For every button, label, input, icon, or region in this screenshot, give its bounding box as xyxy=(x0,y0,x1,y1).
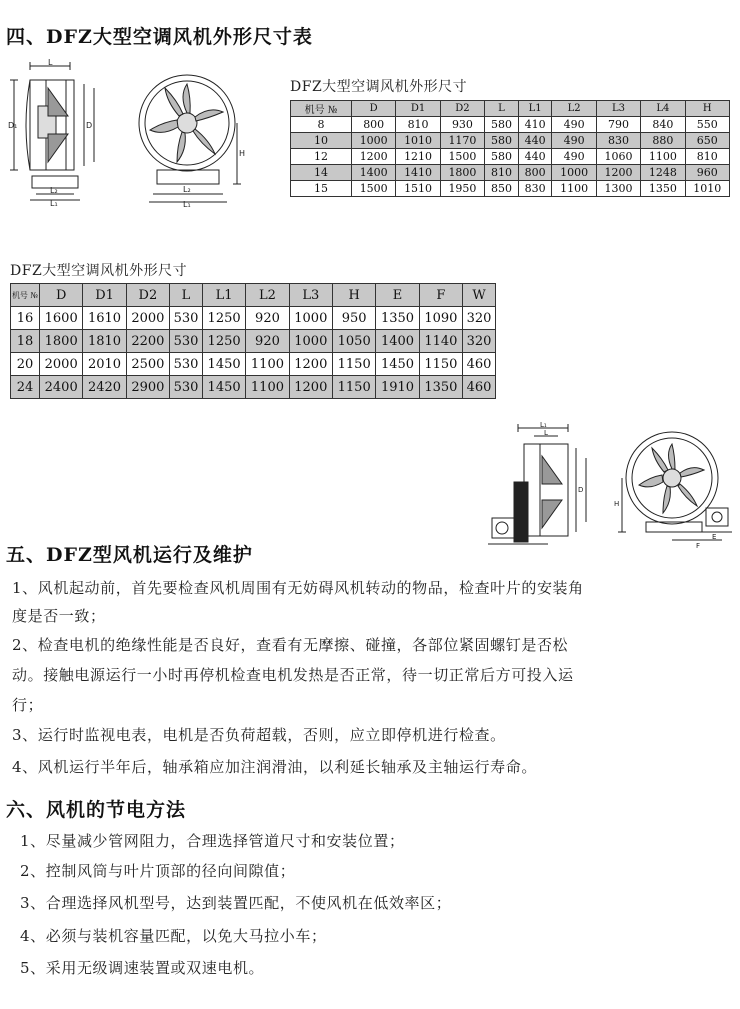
table-cell: 950 xyxy=(333,307,376,330)
table-cell: 580 xyxy=(485,133,519,149)
table-cell: 2400 xyxy=(40,376,83,399)
table-cell: 1060 xyxy=(596,149,640,165)
table-cell: 1200 xyxy=(352,149,396,165)
column-header: E xyxy=(376,284,419,307)
table-cell: 440 xyxy=(518,149,552,165)
table-cell: 1010 xyxy=(685,181,729,197)
column-header: L3 xyxy=(289,284,332,307)
table-cell: 1810 xyxy=(83,330,126,353)
table-cell: 580 xyxy=(485,149,519,165)
dim-label-L1: L₁ xyxy=(540,421,547,429)
column-header: L xyxy=(170,284,203,307)
section5-line-1: 1、风机起动前，首先要检查风机周围有无妨碍风机转动的物品，检查叶片的安装角 xyxy=(12,579,584,597)
table-cell: 460 xyxy=(463,376,496,399)
section5-line-7: 4、风机运行半年后，轴承箱应加注润滑油，以利延长轴承及主轴运行寿命。 xyxy=(12,758,537,776)
table-cell: 1100 xyxy=(246,353,289,376)
dim-label-D: D xyxy=(86,121,93,130)
table-cell: 1500 xyxy=(440,149,484,165)
table-cell: 1450 xyxy=(202,376,245,399)
table-cell: 8 xyxy=(291,117,352,133)
table-cell: 2000 xyxy=(126,307,169,330)
dim-label-L1: L₁ xyxy=(50,199,58,208)
table-cell: 1100 xyxy=(246,376,289,399)
table-cell: 20 xyxy=(11,353,40,376)
table-cell: 1150 xyxy=(333,376,376,399)
table-cell: 1150 xyxy=(419,353,462,376)
table-cell: 12 xyxy=(291,149,352,165)
dim-label-D1: D₁ xyxy=(8,121,18,130)
dimension-table-1 xyxy=(290,100,730,197)
table-cell: 2200 xyxy=(126,330,169,353)
section5-heading: 五、DFZ型风机运行及维护 xyxy=(6,544,253,566)
table-cell: 24 xyxy=(11,376,40,399)
table-row xyxy=(11,307,496,330)
table-cell: 2010 xyxy=(83,353,126,376)
table-cell: 1000 xyxy=(289,330,332,353)
table-row xyxy=(291,117,730,133)
column-header: 机号 № xyxy=(11,284,40,307)
table-cell: 1400 xyxy=(352,165,396,181)
dim-label-L: L xyxy=(544,429,548,437)
table-cell: 1090 xyxy=(419,307,462,330)
table-cell: 1410 xyxy=(396,165,440,181)
fan-front-view-drawing-1 xyxy=(135,58,250,208)
table-row xyxy=(291,165,730,181)
column-header: L4 xyxy=(641,101,685,117)
table-cell: 410 xyxy=(518,117,552,133)
table-cell: 960 xyxy=(685,165,729,181)
column-header: L1 xyxy=(202,284,245,307)
table-cell: 2900 xyxy=(126,376,169,399)
table-cell: 1610 xyxy=(83,307,126,330)
table-cell: 1140 xyxy=(419,330,462,353)
table-cell: 650 xyxy=(685,133,729,149)
fan-side-view-drawing-1 xyxy=(8,58,118,208)
column-header: L2 xyxy=(552,101,596,117)
table-cell: 1200 xyxy=(289,353,332,376)
dimension-table-2 xyxy=(10,283,496,399)
table-cell: 1250 xyxy=(202,330,245,353)
section6-line-2: 2、控制风筒与叶片顶部的径向间隙值； xyxy=(20,862,296,880)
table-cell: 2420 xyxy=(83,376,126,399)
table-cell: 800 xyxy=(352,117,396,133)
column-header: D2 xyxy=(440,101,484,117)
table-cell: 530 xyxy=(170,307,203,330)
table-cell: 1800 xyxy=(440,165,484,181)
table-cell: 880 xyxy=(641,133,685,149)
table2-caption: DFZ大型空调风机外形尺寸 xyxy=(10,263,188,279)
table-cell: 1200 xyxy=(289,376,332,399)
table-cell: 320 xyxy=(463,307,496,330)
dim-label-F: F xyxy=(696,542,701,550)
table-cell: 580 xyxy=(485,117,519,133)
table-cell: 490 xyxy=(552,149,596,165)
table-cell: 830 xyxy=(596,133,640,149)
table-cell: 18 xyxy=(11,330,40,353)
table-cell: 490 xyxy=(552,117,596,133)
table-cell: 530 xyxy=(170,330,203,353)
fan-side-view-drawing-2 xyxy=(488,418,608,553)
table-cell: 850 xyxy=(485,181,519,197)
column-header: H xyxy=(685,101,729,117)
table-cell: 460 xyxy=(463,353,496,376)
table-row xyxy=(291,133,730,149)
dim-label-H: H xyxy=(614,500,620,508)
table-cell: 1800 xyxy=(40,330,83,353)
table-cell: 530 xyxy=(170,353,203,376)
table-cell: 810 xyxy=(485,165,519,181)
table-cell: 14 xyxy=(291,165,352,181)
column-header: D xyxy=(40,284,83,307)
table-cell: 1450 xyxy=(376,353,419,376)
table-cell: 1000 xyxy=(289,307,332,330)
table-cell: 1250 xyxy=(202,307,245,330)
column-header: D xyxy=(352,101,396,117)
table-cell: 1350 xyxy=(419,376,462,399)
column-header: 机号 № xyxy=(291,101,352,117)
column-header: D2 xyxy=(126,284,169,307)
table-cell: 550 xyxy=(685,117,729,133)
table-cell: 1100 xyxy=(552,181,596,197)
section5-line-4: 动。接触电源运行一小时再停机检查电机发热是否正常，待一切正常后方可投入运 xyxy=(12,666,574,684)
table-cell: 1170 xyxy=(440,133,484,149)
table-cell: 1450 xyxy=(202,353,245,376)
table-cell: 1248 xyxy=(641,165,685,181)
table-cell: 2000 xyxy=(40,353,83,376)
section6-line-4: 4、必须与装机容量匹配，以免大马拉小车； xyxy=(20,927,327,945)
table-cell: 1350 xyxy=(376,307,419,330)
table-header-row xyxy=(291,101,730,117)
table-cell: 920 xyxy=(246,307,289,330)
fan-front-view-drawing-2 xyxy=(612,418,737,553)
table-cell: 2500 xyxy=(126,353,169,376)
table-cell: 920 xyxy=(246,330,289,353)
column-header: H xyxy=(333,284,376,307)
table1-caption: DFZ大型空调风机外形尺寸 xyxy=(290,79,468,95)
table-row xyxy=(11,376,496,399)
table-row xyxy=(11,353,496,376)
table-cell: 1350 xyxy=(641,181,685,197)
table-row xyxy=(11,330,496,353)
section6-line-1: 1、尽量减少管网阻力，合理选择管道尺寸和安装位置； xyxy=(20,832,405,850)
section5-line-3: 2、检查电机的绝缘性能是否良好，查看有无摩擦、碰撞，各部位紧固螺钉是否松 xyxy=(12,636,569,654)
table-cell: 790 xyxy=(596,117,640,133)
section5-line-6: 3、运行时监视电表，电机是否负荷超载，否则，应立即停机进行检查。 xyxy=(12,726,506,744)
table-cell: 10 xyxy=(291,133,352,149)
table-row xyxy=(291,181,730,197)
dim-label-L2: L₂ xyxy=(183,185,191,194)
table-cell: 1210 xyxy=(396,149,440,165)
table-cell: 530 xyxy=(170,376,203,399)
table-cell: 800 xyxy=(518,165,552,181)
table-header-row xyxy=(11,284,496,307)
column-header: L2 xyxy=(246,284,289,307)
dim-label-L2: L₂ xyxy=(50,186,58,195)
section4-heading: 四、DFZ大型空调风机外形尺寸表 xyxy=(6,26,313,48)
table-cell: 16 xyxy=(11,307,40,330)
table-cell: 1200 xyxy=(596,165,640,181)
table-cell: 490 xyxy=(552,133,596,149)
column-header: W xyxy=(463,284,496,307)
dim-label-L1: L₁ xyxy=(183,200,191,208)
table-row xyxy=(291,149,730,165)
column-header: D1 xyxy=(83,284,126,307)
table-cell: 15 xyxy=(291,181,352,197)
table-cell: 440 xyxy=(518,133,552,149)
table-cell: 1010 xyxy=(396,133,440,149)
table-cell: 1950 xyxy=(440,181,484,197)
table-cell: 810 xyxy=(396,117,440,133)
dim-label-E: E xyxy=(712,533,717,541)
table-cell: 810 xyxy=(685,149,729,165)
table-cell: 1100 xyxy=(641,149,685,165)
column-header: L1 xyxy=(518,101,552,117)
table-cell: 1910 xyxy=(376,376,419,399)
dim-label-H: H xyxy=(239,149,246,158)
table-cell: 1600 xyxy=(40,307,83,330)
table-cell: 320 xyxy=(463,330,496,353)
section5-line-5: 行； xyxy=(12,696,44,714)
table-cell: 1300 xyxy=(596,181,640,197)
table-cell: 1150 xyxy=(333,353,376,376)
column-header: D1 xyxy=(396,101,440,117)
table-cell: 1050 xyxy=(333,330,376,353)
dim-label-L: L xyxy=(48,58,53,67)
table-cell: 930 xyxy=(440,117,484,133)
table-cell: 1000 xyxy=(352,133,396,149)
column-header: F xyxy=(419,284,462,307)
column-header: L3 xyxy=(596,101,640,117)
table-cell: 840 xyxy=(641,117,685,133)
table-cell: 830 xyxy=(518,181,552,197)
section5-line-2: 度是否一致； xyxy=(12,607,106,625)
table-cell: 1000 xyxy=(552,165,596,181)
table-cell: 1500 xyxy=(352,181,396,197)
section6-heading: 六、风机的节电方法 xyxy=(6,799,187,821)
table-cell: 1400 xyxy=(376,330,419,353)
section6-line-5: 5、采用无级调速装置或双速电机。 xyxy=(20,959,265,977)
table-cell: 1510 xyxy=(396,181,440,197)
section6-line-3: 3、合理选择风机型号，达到装置匹配，不使风机在低效率区； xyxy=(20,894,452,912)
dim-label-D: D xyxy=(578,486,584,494)
column-header: L xyxy=(485,101,519,117)
